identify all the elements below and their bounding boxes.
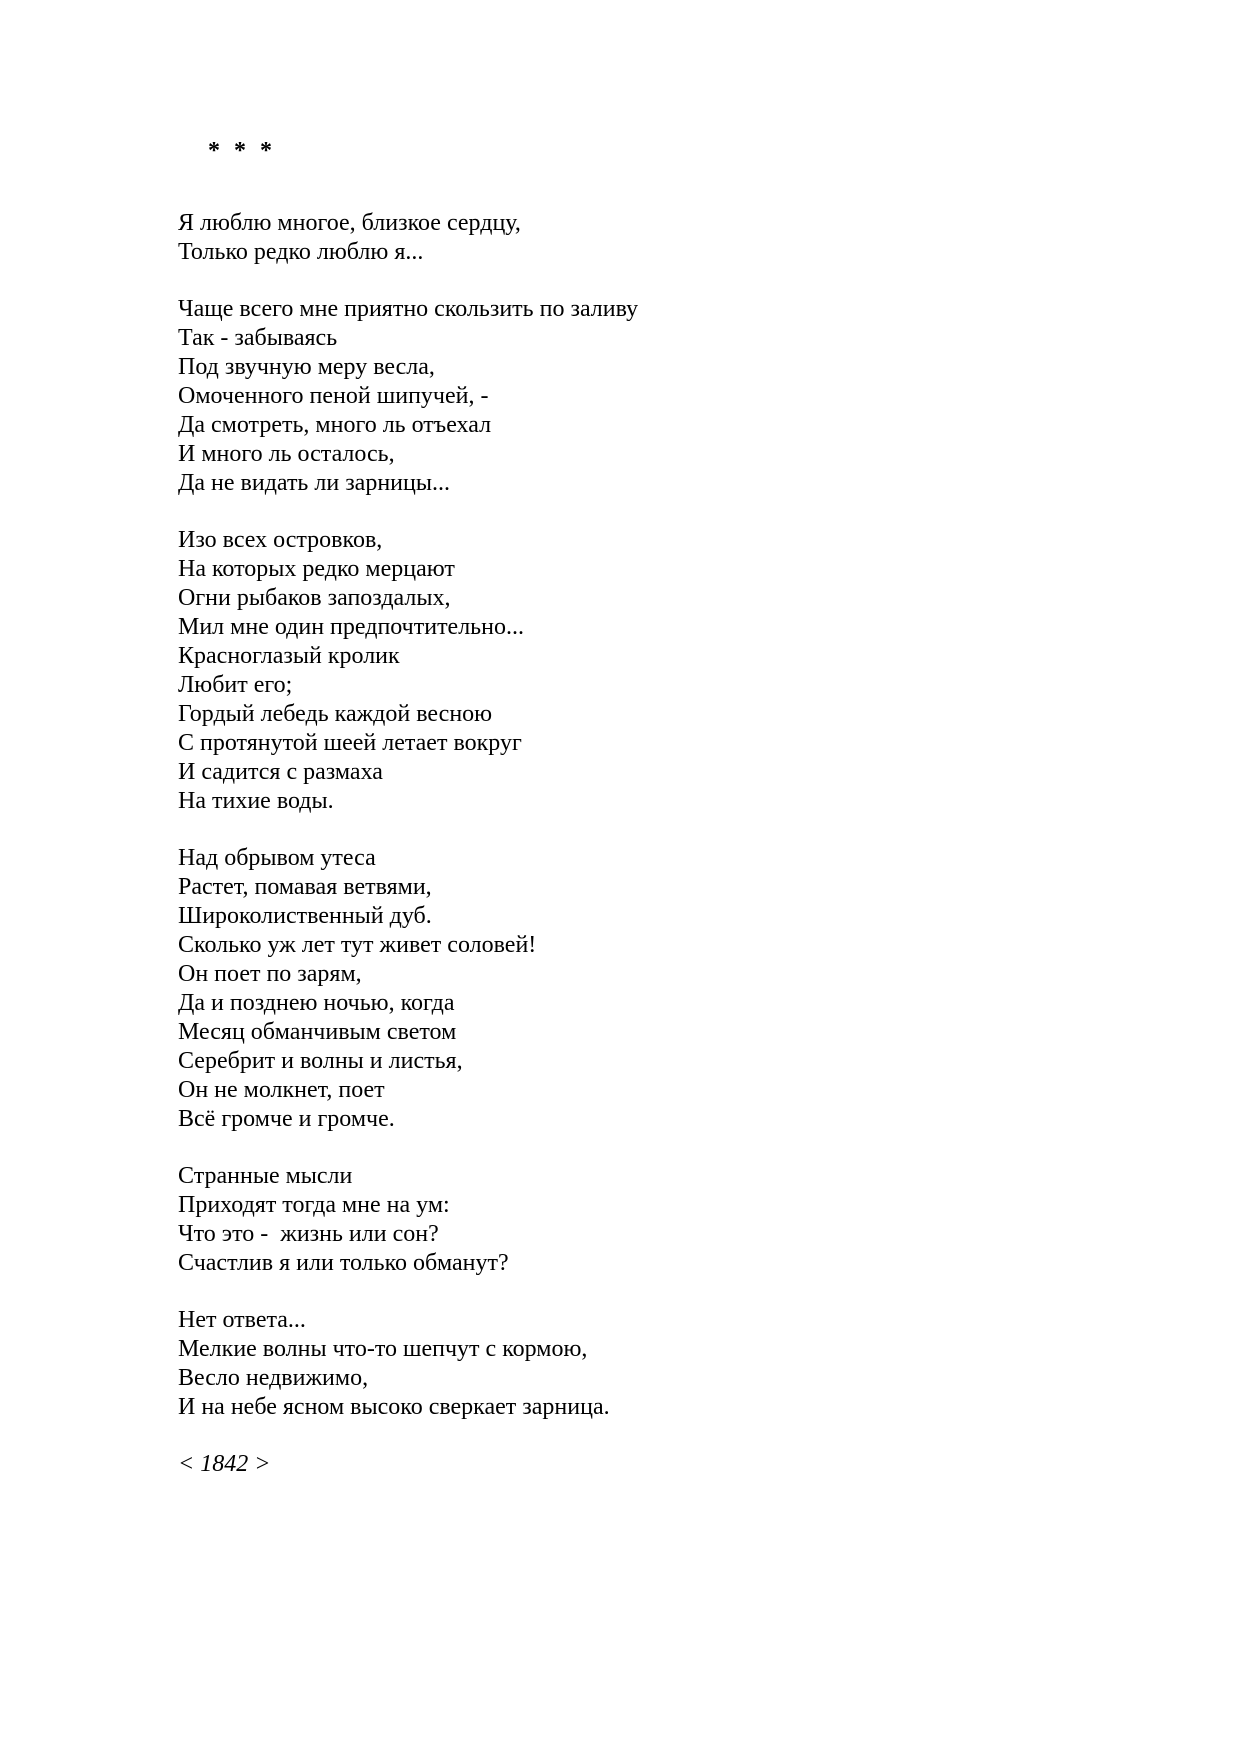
poem-line: Изо всех островков, xyxy=(178,527,383,553)
poem-line: Сколько уж лет тут живет соловей! xyxy=(178,932,537,958)
poem-line: Чаще всего мне приятно скользить по заливу xyxy=(178,296,639,322)
poem-line: Он поет по зарям, xyxy=(178,961,362,987)
poem-line: Да не видать ли зарницы... xyxy=(178,470,450,496)
poem-line: Широколиственный дуб. xyxy=(178,903,432,929)
poem-line: Мелкие волны что-то шепчут с кормою, xyxy=(178,1336,588,1362)
poem-line: Растет, помавая ветвями, xyxy=(178,874,432,900)
poem-line: С протянутой шеей летает вокруг xyxy=(178,730,522,756)
poem-line: На которых редко мерцают xyxy=(178,556,455,582)
poem-line: Гордый лебедь каждой весною xyxy=(178,701,493,727)
stanza xyxy=(178,295,1138,498)
poem-line: Весло недвижимо, xyxy=(178,1365,369,1391)
poem-line: Серебрит и волны и листья, xyxy=(178,1048,463,1074)
poem-line: Огни рыбаков запоздалых, xyxy=(178,585,451,611)
poem-line: Только редко люблю я... xyxy=(178,239,424,265)
poem-line: И на небе ясном высоко сверкает зарница. xyxy=(178,1394,610,1420)
poem-line: Омоченного пеной шипучей, - xyxy=(178,383,489,409)
poem-line: Да смотреть, много ль отъехал xyxy=(178,412,492,438)
poem-line: Он не молкнет, поет xyxy=(178,1077,385,1103)
poem-line: Счастлив я или только обманут? xyxy=(178,1250,509,1276)
stanza xyxy=(178,209,1138,267)
poem-line: Странные мысли xyxy=(178,1163,353,1189)
stanza xyxy=(178,844,1138,1134)
stanza xyxy=(178,1306,1138,1422)
poem-line: И садится с размаха xyxy=(178,759,383,785)
poem-line: Под звучную меру весла, xyxy=(178,354,435,380)
poem-line: Всё громче и громче. xyxy=(178,1106,395,1132)
poem-line: Так - забываясь xyxy=(178,325,338,351)
poem-line: Да и позднею ночью, когда xyxy=(178,990,455,1016)
poem-line: Нет ответа... xyxy=(178,1307,306,1333)
poem-line: Красноглазый кролик xyxy=(178,643,400,669)
poem-line: Приходят тогда мне на ум: xyxy=(178,1192,450,1218)
poem xyxy=(178,137,1138,1479)
poem-line: Я люблю многое, близкое сердцу, xyxy=(178,210,521,236)
poem-body xyxy=(178,209,1138,1422)
poem-line: Месяц обманчивым светом xyxy=(178,1019,457,1045)
poem-line: Над обрывом утеса xyxy=(178,845,376,871)
poem-line: Любит его; xyxy=(178,672,293,698)
poem-title: * * * xyxy=(208,138,276,164)
poem-line: Мил мне один предпочтительно... xyxy=(178,614,524,640)
stanza xyxy=(178,526,1138,816)
stanza xyxy=(178,1162,1138,1278)
poem-line: Что это - жизнь или сон? xyxy=(178,1221,439,1247)
poem-date: < 1842 > xyxy=(178,1451,271,1477)
poem-line: На тихие воды. xyxy=(178,788,334,814)
poem-line: И много ль осталось, xyxy=(178,441,395,467)
